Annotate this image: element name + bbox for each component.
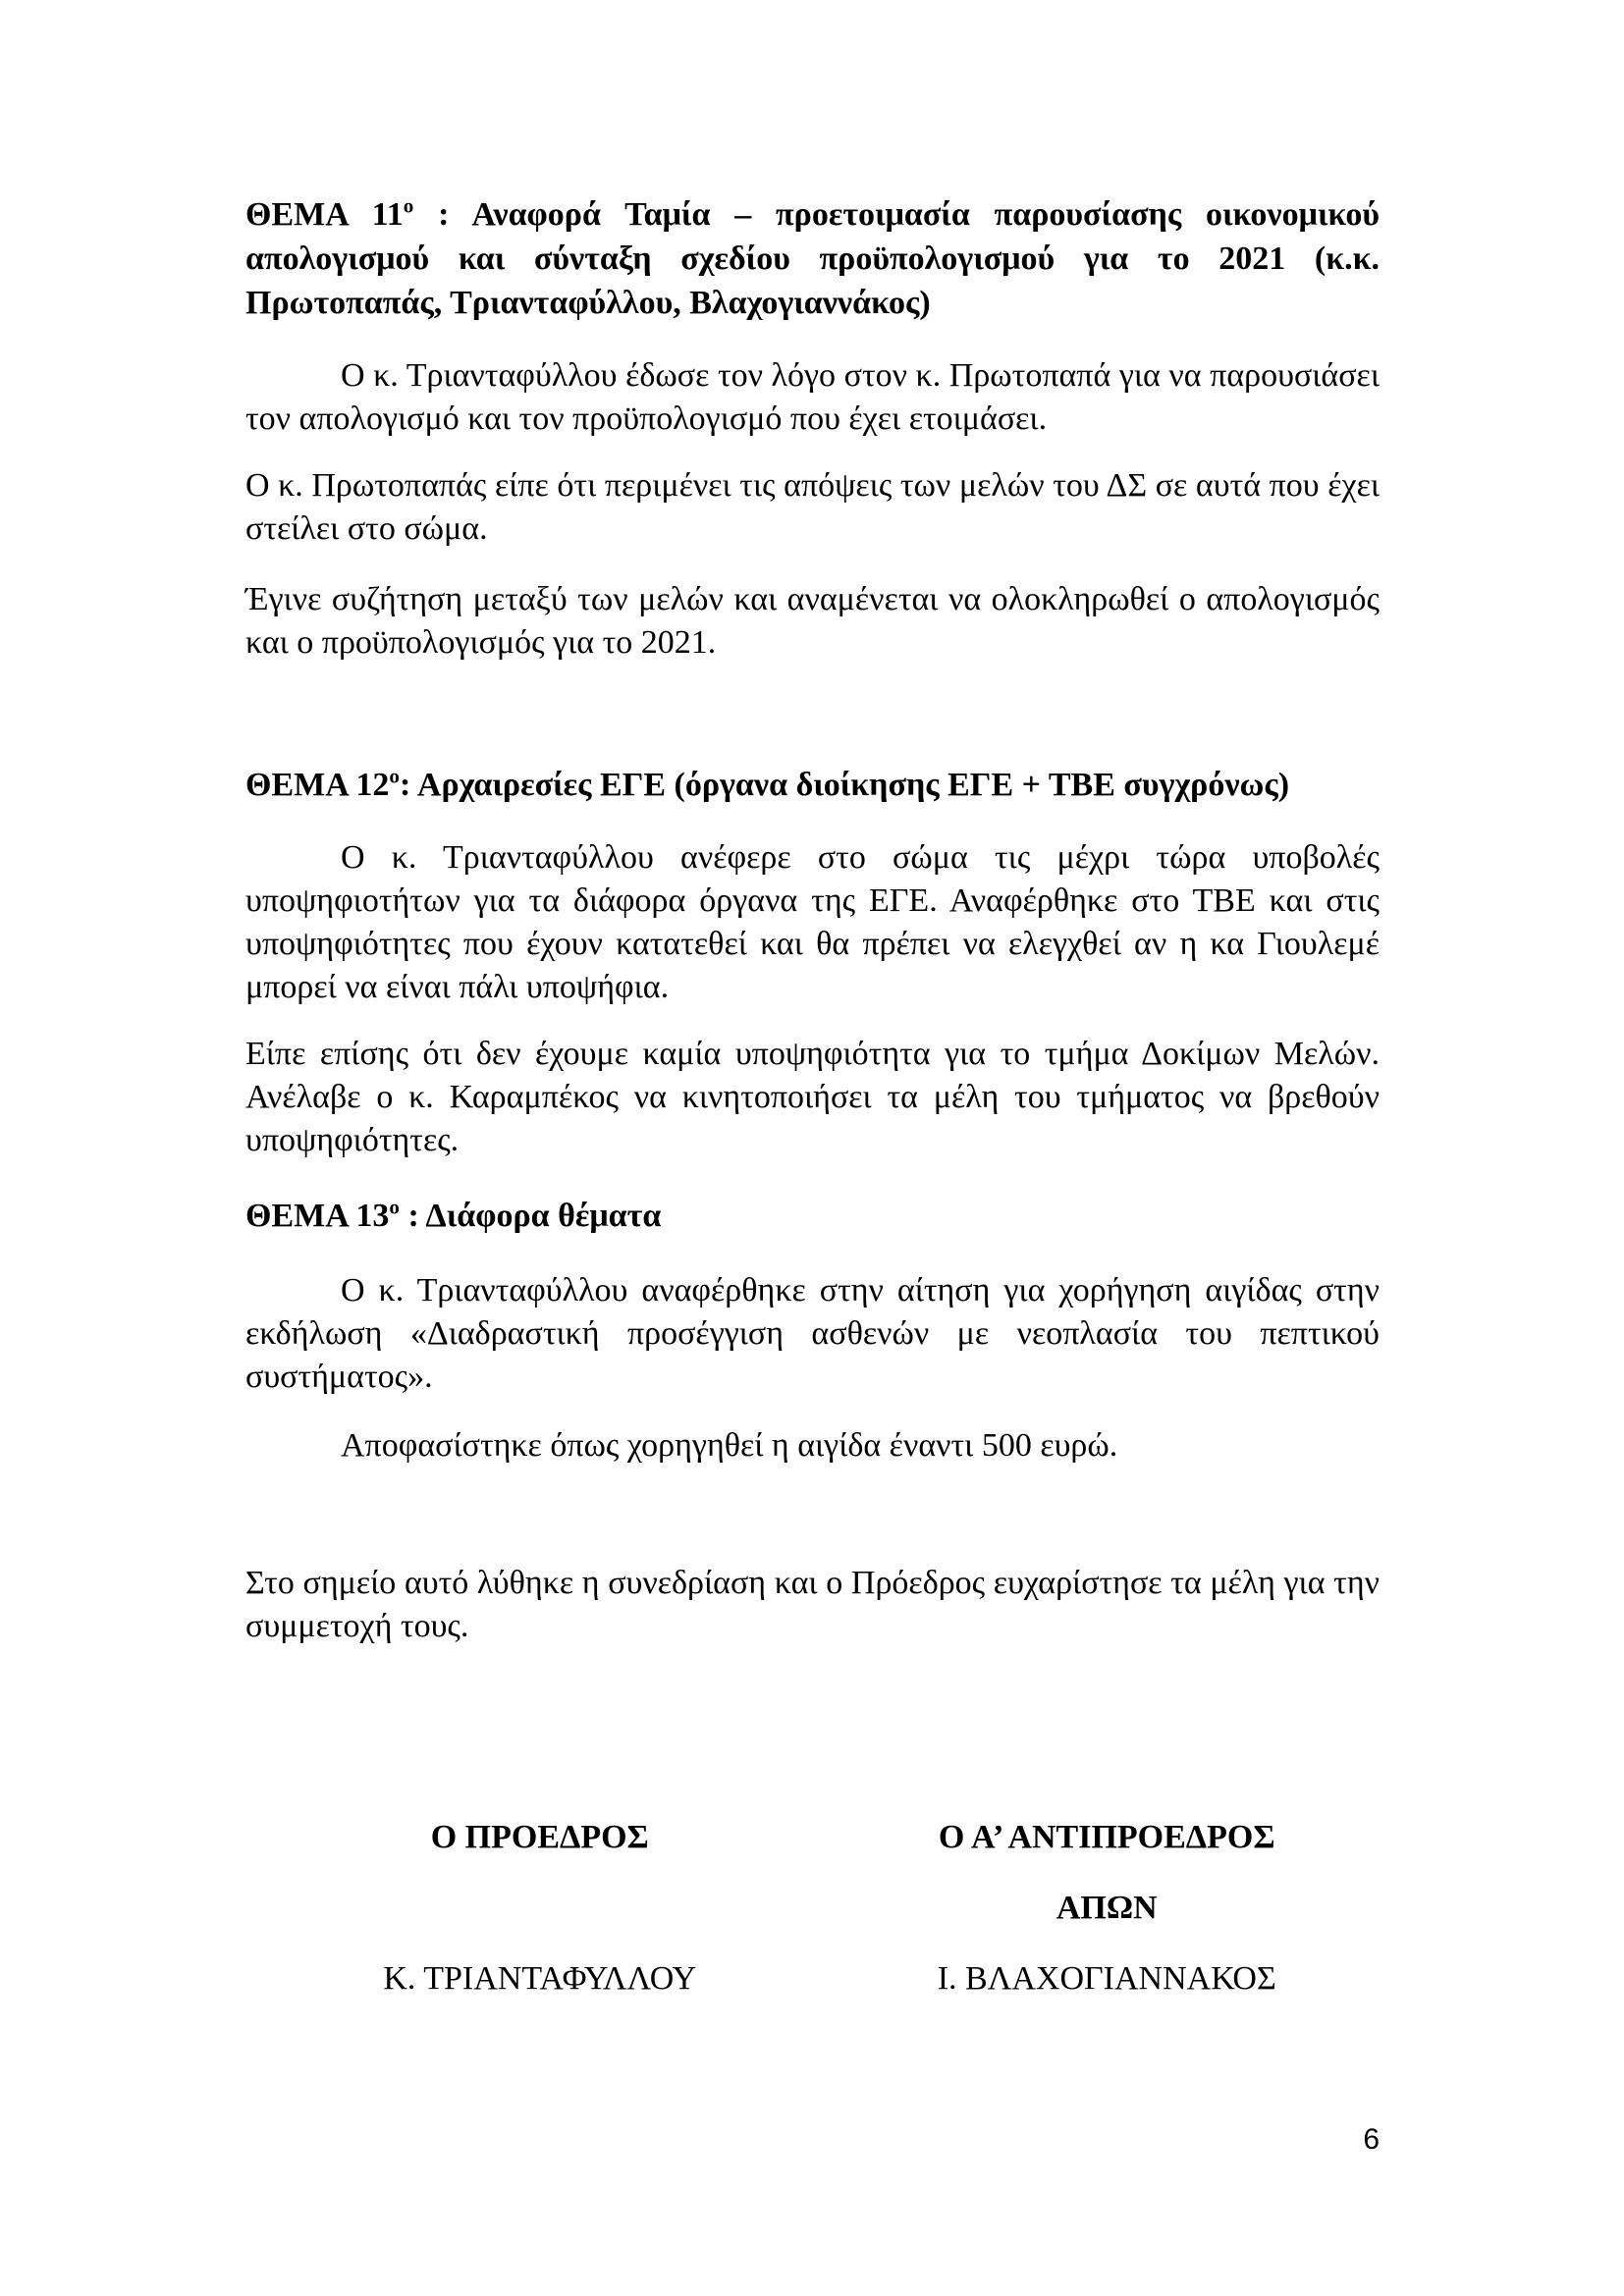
topic12-heading-text: : Αρχαιρεσίες ΕΓΕ (όργανα διοίκησης ΕΓΕ + ΤΒΕ συγχρόνως)	[399, 767, 1290, 803]
president-title: Ο ΠΡΟΕΔΡΟΣ	[430, 1819, 649, 1855]
page-number: 6	[1363, 2123, 1380, 2156]
vice-president-title: Ο Α’ ΑΝΤΙΠΡΟΕΔΡΟΣ	[938, 1819, 1275, 1855]
topic13-heading-text: : Διάφορα θέματα	[399, 1198, 662, 1234]
vice-president-status-absent: ΑΠΩΝ	[1056, 1890, 1158, 1926]
topic12-heading-prefix: ΘΕΜΑ 12	[245, 767, 390, 803]
topic13-paragraph-2: Αποφασίστηκε όπως χορηγηθεί η αιγίδα έναντι 500 ευρώ.	[341, 1427, 1118, 1464]
topic12-ordinal-superscript: ο	[389, 764, 400, 788]
president-spacer	[245, 1886, 834, 1930]
topic11-heading-text: : Αναφορά Ταμία – προετοιμασία παρουσίασης οικονομικού απολογισμού και σύνταξη σχεδίου προϋπολογισμού για το 2021 (κ.κ. Πρωτοπαπάς, Τριανταφύλλου, Βλαχογιαννάκος)	[245, 196, 1380, 321]
topic11-paragraph-2: Ο κ. Πρωτοπαπάς είπε ότι περιμένει τις απόψεις των μελών του ΔΣ σε αυτά που έχει στείλει στο σώμα.	[245, 467, 1380, 547]
topic13-ordinal-superscript: ο	[389, 1195, 400, 1219]
signature-block	[245, 1815, 1380, 2027]
topic11-ordinal-superscript: ο	[403, 193, 414, 218]
topic13-heading-prefix: ΘΕΜΑ 13	[245, 1198, 390, 1234]
closing-paragraph: Στο σημείο αυτό λύθηκε η συνεδρίαση και ο Πρόεδρος ευχαρίστησε τα μέλη για την συμμετοχή τους.	[245, 1565, 1380, 1644]
vice-president-name: Ι. ΒΛΑΧΟΓΙΑΝΝΑΚΟΣ	[937, 1960, 1276, 1997]
topic12-paragraph-1: Ο κ. Τριανταφύλλου ανέφερε στο σώμα τις μέχρι τώρα υποβολές υποψηφιοτήτων για τα διάφορα όργανα της ΕΓΕ. Αναφέρθηκε στο ΤΒΕ και στις υποψηφιότητες που έχουν κατατεθεί και θα πρέπει να ελεγχθεί αν η κα Γιουλεμέ μπορεί να είναι πάλι υποψήφια.	[245, 839, 1380, 1005]
topic11-heading-prefix: ΘΕΜΑ 11	[245, 196, 404, 233]
signature-column-president	[245, 1815, 834, 2027]
topic13-heading	[245, 1194, 1380, 1238]
signature-column-vice-president	[834, 1815, 1380, 2027]
topic11-paragraph-1: Ο κ. Τριανταφύλλου έδωσε τον λόγο στον κ. Πρωτοπαπά για να παρουσιάσει τον απολογισμό και τον προϋπολογισμό που έχει ετοιμάσει.	[245, 357, 1380, 437]
topic11-heading	[245, 192, 1380, 325]
topic12-heading	[245, 763, 1380, 807]
topic12-paragraph-2: Είπε επίσης ότι δεν έχουμε καμία υποψηφιότητα για το τμήμα Δοκίμων Μελών. Ανέλαβε ο κ. Καραμπέκος να κινητοποιήσει τα μέλη του τμήματος να βρεθούν υποψηφιότητες.	[245, 1036, 1380, 1158]
topic11-paragraph-3: Έγινε συζήτηση μεταξύ των μελών και αναμένεται να ολοκληρωθεί ο απολογισμός και ο προϋπολογισμός για το 2021.	[245, 581, 1380, 661]
president-name: Κ. ΤΡΙΑΝΤΑΦΥΛΛΟΥ	[383, 1960, 697, 1997]
topic13-paragraph-1: Ο κ. Τριανταφύλλου αναφέρθηκε στην αίτηση για χορήγηση αιγίδας στην εκδήλωση «Διαδραστική προσέγγιση ασθενών με νεοπλασία του πεπτικού συστήματος».	[245, 1272, 1380, 1395]
